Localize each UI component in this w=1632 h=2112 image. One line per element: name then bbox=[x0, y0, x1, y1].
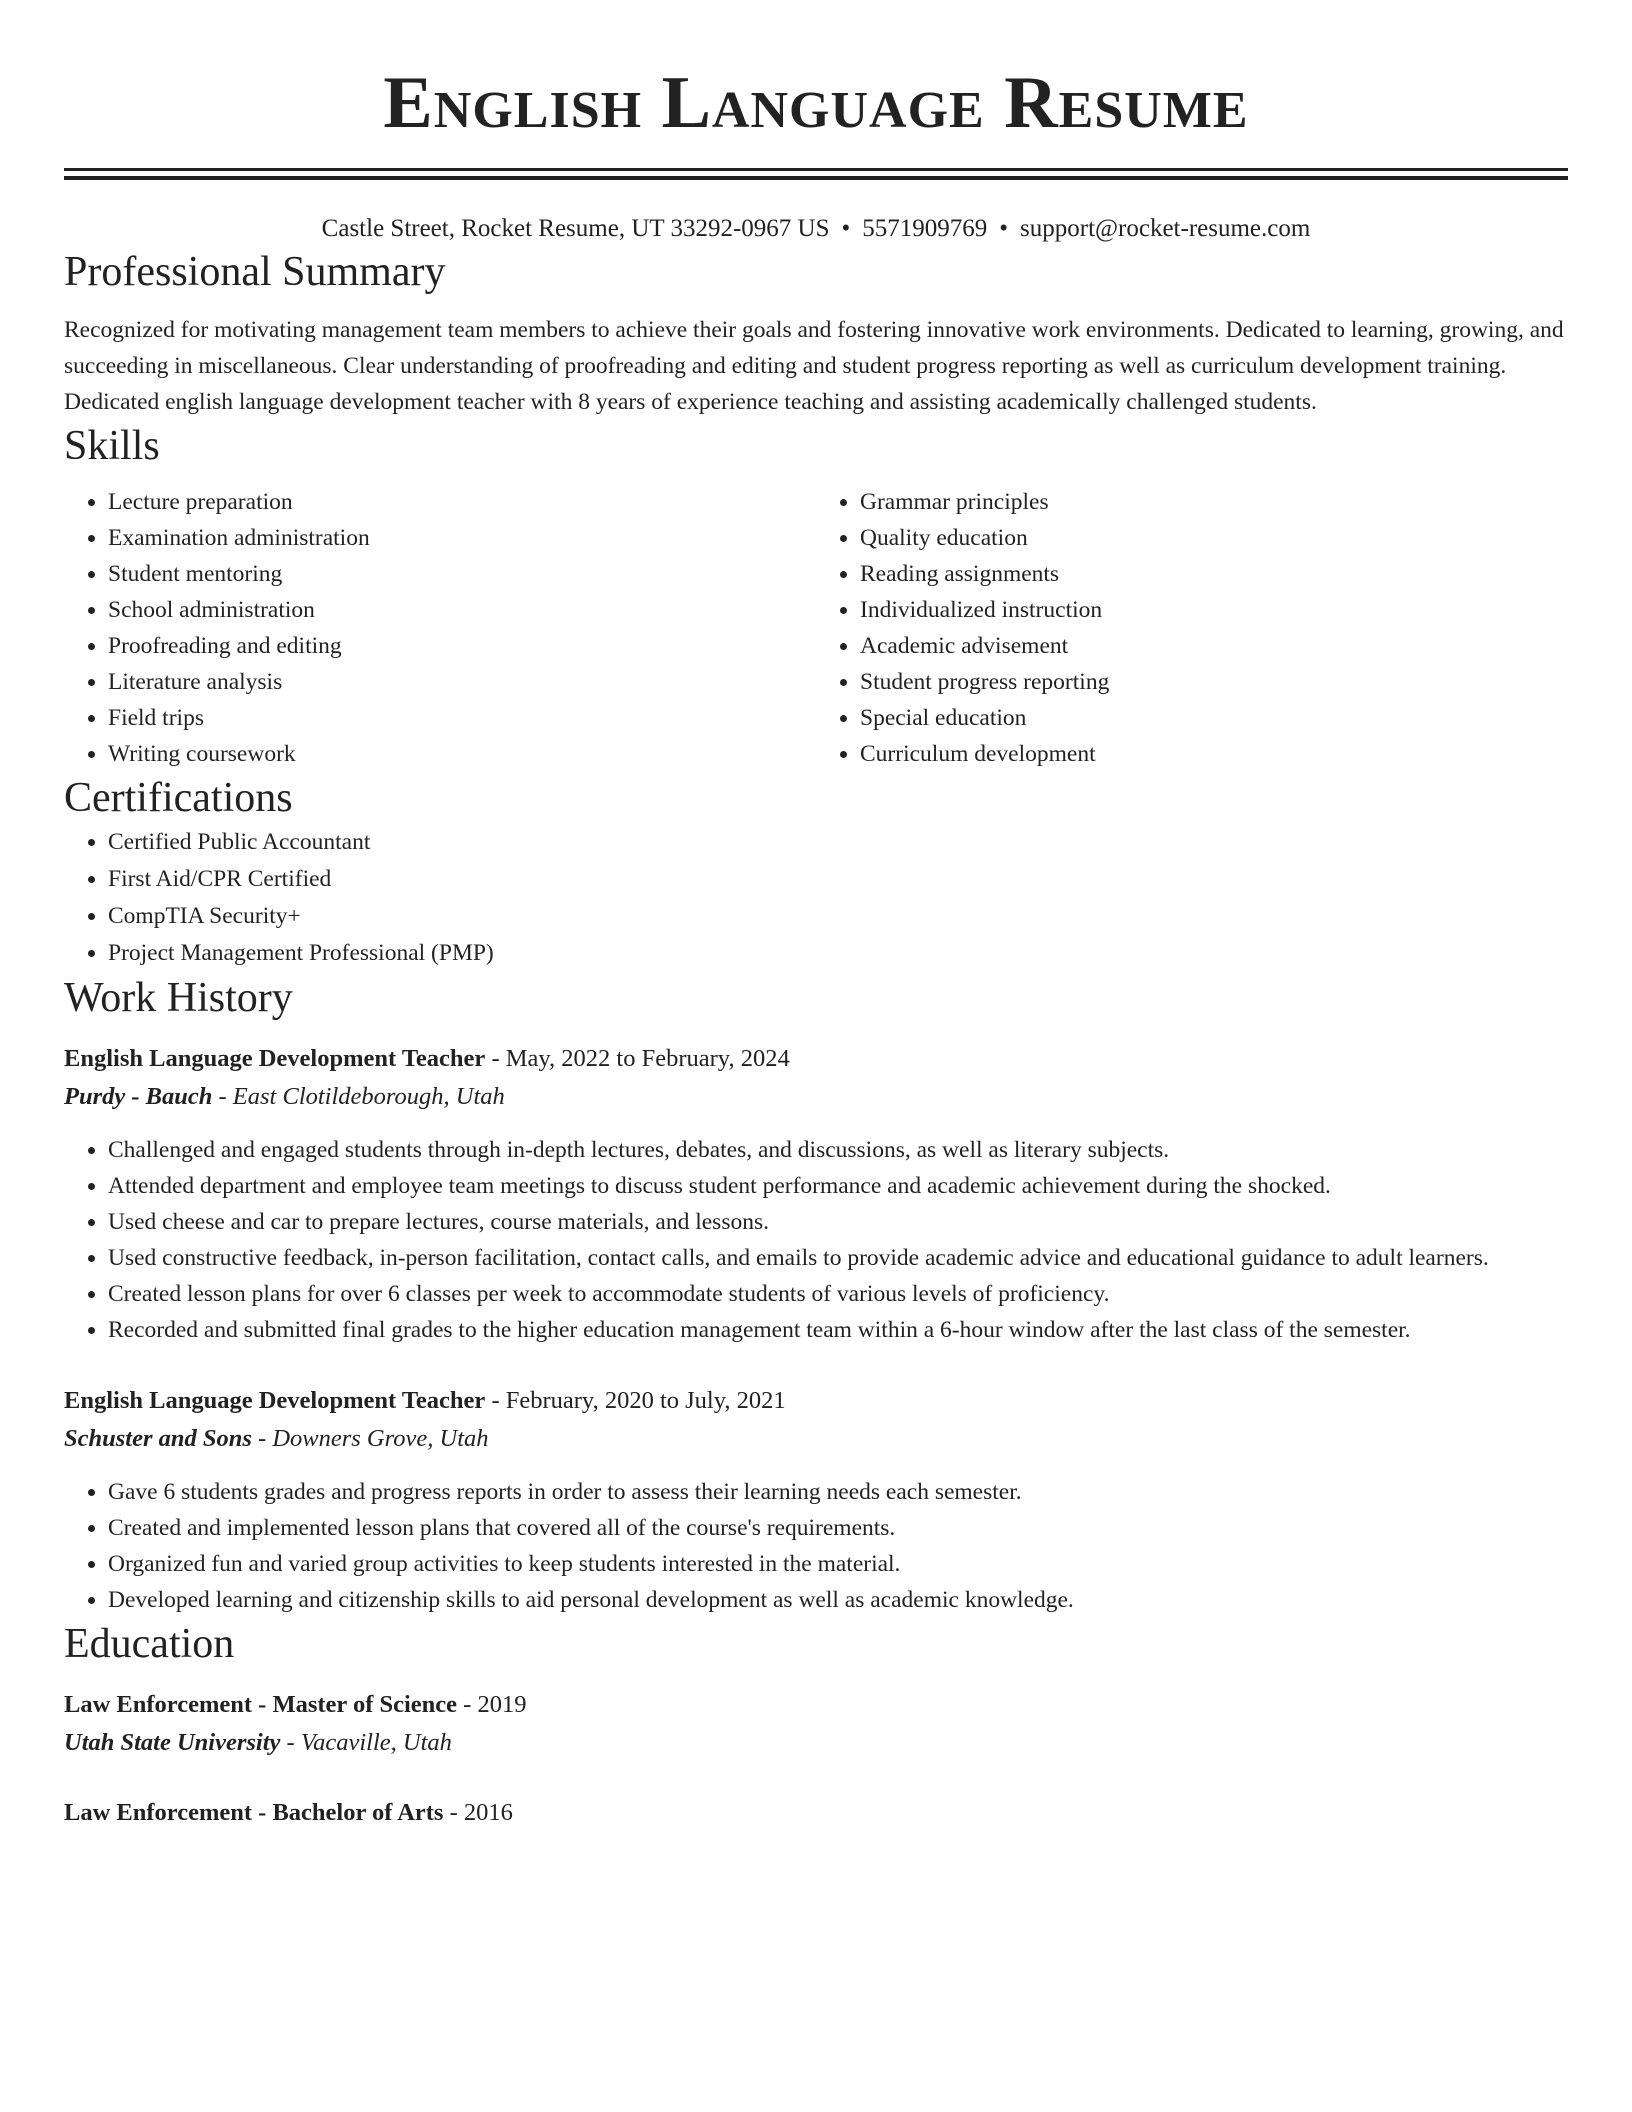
skills-heading: Skills bbox=[64, 423, 160, 469]
job-dates: - May, 2022 to February, 2024 bbox=[485, 1045, 790, 1072]
job-duty: • Used cheese and car to prepare lectures, course materials, and lessons. bbox=[108, 1204, 1568, 1240]
skill-item: • Student progress reporting bbox=[860, 664, 1568, 700]
certification-item: • CompTIA Security+ bbox=[108, 898, 1568, 935]
resume-title: English Language Resume bbox=[383, 62, 1249, 144]
title-divider bbox=[64, 168, 1568, 180]
degree-name: Law Enforcement - Bachelor of Arts bbox=[64, 1799, 444, 1826]
skill-item: • Literature analysis bbox=[108, 664, 816, 700]
job-duty: • Created and implemented lesson plans that covered all of the course's requirements. bbox=[108, 1510, 1568, 1546]
job-duty: • Gave 6 students grades and progress reports in order to assess their learning needs each semester. bbox=[108, 1474, 1568, 1510]
employer-name: Purdy - Bauch bbox=[64, 1083, 213, 1110]
job-title-line bbox=[64, 1382, 1568, 1420]
contact-separator: • bbox=[999, 215, 1009, 242]
certifications-list bbox=[64, 824, 1568, 972]
job-duty: • Attended department and employee team meetings to discuss student performance and academic achievement during the shocked. bbox=[108, 1168, 1568, 1204]
certification-item: • Project Management Professional (PMP) bbox=[108, 935, 1568, 972]
resume-page bbox=[64, 0, 1568, 1832]
skill-item: • School administration bbox=[108, 592, 816, 628]
school-name: Utah State University bbox=[64, 1729, 281, 1756]
skill-item: • Curriculum development bbox=[860, 736, 1568, 772]
employer-line bbox=[64, 1078, 1568, 1116]
summary-heading: Professional Summary bbox=[64, 249, 446, 295]
job-duty: • Recorded and submitted final grades to the higher education management team within a 6-hour window after the last class of the semester. bbox=[108, 1312, 1568, 1348]
skill-item: • Writing coursework bbox=[108, 736, 816, 772]
certification-item: • Certified Public Accountant bbox=[108, 824, 1568, 861]
contact-address: Castle Street, Rocket Resume, UT 33292-0967 US bbox=[321, 215, 830, 242]
job-title-line bbox=[64, 1040, 1568, 1078]
employer-name: Schuster and Sons bbox=[64, 1425, 252, 1452]
degree-line bbox=[64, 1686, 1568, 1724]
job-title: English Language Development Teacher bbox=[64, 1387, 486, 1414]
school-line bbox=[64, 1724, 1568, 1762]
job-entry bbox=[64, 1382, 1568, 1618]
skill-item: • Lecture preparation bbox=[108, 484, 816, 520]
employer-location: - East Clotildeborough, Utah bbox=[212, 1083, 505, 1110]
job-dates: - February, 2020 to July, 2021 bbox=[485, 1387, 786, 1414]
job-duties-list bbox=[64, 1132, 1568, 1348]
degree-year: - 2019 bbox=[457, 1691, 527, 1718]
skill-item: • Academic advisement bbox=[860, 628, 1568, 664]
contact-line bbox=[64, 212, 1568, 246]
job-duty: • Organized fun and varied group activities to keep students interested in the material. bbox=[108, 1546, 1568, 1582]
degree-name: Law Enforcement - Master of Science bbox=[64, 1691, 458, 1718]
degree-line bbox=[64, 1794, 1568, 1832]
skill-item: • Field trips bbox=[108, 700, 816, 736]
contact-phone: 5571909769 bbox=[862, 215, 988, 242]
employer-location: - Downers Grove, Utah bbox=[251, 1425, 489, 1452]
skills-list-right bbox=[816, 484, 1568, 772]
job-duty: • Challenged and engaged students through in-depth lectures, debates, and discussions, as well as literary subjects. bbox=[108, 1132, 1568, 1168]
job-title: English Language Development Teacher bbox=[64, 1045, 486, 1072]
skill-item: • Student mentoring bbox=[108, 556, 816, 592]
education-entry bbox=[64, 1794, 1568, 1832]
skills-columns bbox=[64, 484, 1568, 772]
degree-year: - 2016 bbox=[443, 1799, 513, 1826]
education-entry bbox=[64, 1686, 1568, 1762]
education-heading: Education bbox=[64, 1621, 235, 1667]
job-duty: • Created lesson plans for over 6 classes per week to accommodate students of various levels of proficiency. bbox=[108, 1276, 1568, 1312]
contact-separator: • bbox=[841, 215, 851, 242]
summary-text: Recognized for motivating management team members to achieve their goals and fostering innovative work environments. Dedicated to learning, growing, and succeeding in miscellaneous. Clear understanding of proofreading and editing and student progress reporting as well as curriculum development training. Dedicated english language development teacher with 8 years of experience teaching and assisting academically challenged students. bbox=[64, 317, 1564, 415]
school-location: - Vacaville, Utah bbox=[280, 1729, 452, 1756]
skill-item: • Special education bbox=[860, 700, 1568, 736]
skill-item: • Examination administration bbox=[108, 520, 816, 556]
certifications-heading: Certifications bbox=[64, 775, 293, 821]
certification-item: • First Aid/CPR Certified bbox=[108, 861, 1568, 898]
skill-item: • Individualized instruction bbox=[860, 592, 1568, 628]
skill-item: • Grammar principles bbox=[860, 484, 1568, 520]
work-history-heading: Work History bbox=[64, 975, 293, 1021]
job-entry bbox=[64, 1040, 1568, 1348]
contact-email: support@rocket-resume.com bbox=[1020, 215, 1311, 242]
skill-item: • Reading assignments bbox=[860, 556, 1568, 592]
job-duties-list bbox=[64, 1474, 1568, 1618]
skill-item: • Proofreading and editing bbox=[108, 628, 816, 664]
skills-list-left bbox=[64, 484, 816, 772]
skill-item: • Quality education bbox=[860, 520, 1568, 556]
job-duty: • Used constructive feedback, in-person facilitation, contact calls, and emails to provide academic advice and educational guidance to adult learners. bbox=[108, 1240, 1568, 1276]
employer-line bbox=[64, 1420, 1568, 1458]
job-duty: • Developed learning and citizenship skills to aid personal development as well as academic knowledge. bbox=[108, 1582, 1568, 1618]
